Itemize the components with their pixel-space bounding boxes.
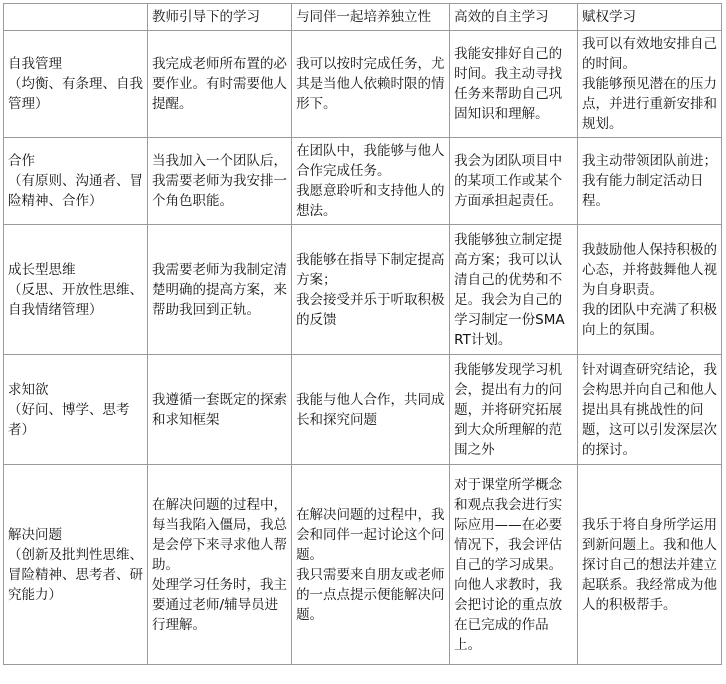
cell-text: 我能够在指导下制定提高方案； — [296, 251, 445, 288]
cell-text: 我只需要来自朋友或老师的一点点提示便能解决问题。 — [296, 566, 445, 623]
cell-text: 我能安排好自己的时间。我主动寻找任务来帮助自己巩固知识和理解。 — [454, 46, 563, 122]
cell-text: 我可以有效地安排自己的时间。 — [581, 36, 717, 72]
cell-text: 当我加入一个团队后，我需要老师为我安排一个角色职能。 — [152, 153, 288, 209]
cell-text: 我主动带领团队前进；我有能力制定活动日程。 — [581, 153, 717, 209]
cell-text: 我完成老师所布置的必要作业。有时需要他人提醒。 — [152, 56, 288, 112]
cell-text: 我乐于将自身所学运用到新问题上。我和他人探讨自己的想法并建立起联系。我经常成为他人的积极帮手。 — [581, 516, 717, 613]
table-cell — [292, 31, 450, 138]
cell-text: 在解决问题的过程中，每当我陷入僵局，我总是会停下来寻求他人帮助。 — [152, 496, 288, 573]
table-cell — [450, 138, 578, 225]
row-header-problem-solving — [4, 465, 148, 665]
cell-text: 对于课堂所学概念和观点我会进行实际应用——在必要情况下，我会评估自己的学习成果。向他人求教时，我会把讨论的重点放在已完成的作品上。 — [454, 476, 563, 653]
row-header-growth-mindset — [4, 225, 148, 355]
header-row — [4, 4, 722, 31]
table-cell — [148, 465, 292, 665]
row-header-collaboration — [4, 138, 148, 225]
cell-text: 我鼓励他人保持积极的心态，并将鼓舞他人视为自身职责。 — [581, 241, 717, 298]
row-title: 成长型思维 — [8, 261, 76, 278]
cell-text: 针对调查研究结论，我会构思并向自己和他人提出具有挑战性的问题，这可以引发深层次的探讨。 — [581, 361, 717, 458]
learning-rubric-table — [3, 3, 722, 665]
cell-text: 我愿意聆听和支持他人的想法。 — [296, 183, 445, 219]
table-cell — [450, 355, 578, 465]
row-header-curiosity — [4, 355, 148, 465]
row-header-self-management — [4, 31, 148, 138]
table-cell — [450, 225, 578, 355]
table-row — [4, 355, 722, 465]
table-cell — [148, 31, 292, 138]
table-cell — [292, 138, 450, 225]
table-row — [4, 225, 722, 355]
header-teacher-guided: 教师引导下的学习 — [148, 4, 292, 31]
cell-text: 我的团队中充满了积极向上的氛围。 — [581, 301, 717, 338]
header-peer-independence: 与同伴一起培养独立性 — [292, 4, 450, 31]
table-cell — [450, 31, 578, 138]
table-cell — [577, 138, 721, 225]
row-title: 合作 — [8, 153, 35, 169]
table-row — [4, 138, 722, 225]
cell-text: 我能够发现学习机会，提出有力的问题，并将研究拓展到大众所理解的范围之外 — [454, 361, 563, 458]
row-title: 自我管理 — [8, 56, 62, 72]
header-empowered: 赋权学习 — [577, 4, 721, 31]
table-cell — [450, 465, 578, 665]
cell-text: 我能够预见潜在的压力点，并进行重新安排和规划。 — [581, 76, 717, 132]
table-cell — [577, 31, 721, 138]
table-cell — [148, 225, 292, 355]
table-cell — [292, 225, 450, 355]
cell-text: 在团队中，我能够与他人合作完成任务。 — [296, 143, 445, 179]
document-page — [3, 3, 722, 665]
table-row — [4, 465, 722, 665]
table-cell — [148, 138, 292, 225]
row-subtitle: （均衡、有条理、自我管理） — [8, 76, 143, 112]
cell-text: 我能与他人合作，共同成长和探究问题 — [296, 391, 445, 428]
table-cell — [577, 355, 721, 465]
row-subtitle: （创新及批判性思维、冒险精神、思考者、研究能力） — [8, 546, 143, 603]
row-title: 解决问题 — [8, 526, 62, 543]
header-efficient-autonomous: 高效的自主学习 — [450, 4, 578, 31]
table-cell — [292, 465, 450, 665]
table-cell — [577, 465, 721, 665]
row-subtitle: （好问、博学、思考者） — [8, 401, 130, 438]
cell-text: 我能够独立制定提高方案；我可以认清自己的优势和不足。我会为自己的学习制定一份SMART计划。 — [454, 231, 565, 348]
cell-text: 我可以按时完成任务，尤其是当他人依赖时限的情形下。 — [296, 56, 445, 112]
cell-text: 在解决问题的过程中，我会和同伴一起讨论这个问题。 — [296, 506, 445, 563]
row-subtitle: （反思、开放性思维、自我情绪管理） — [8, 281, 143, 318]
row-subtitle: （有原则、沟通者、冒险精神、合作） — [8, 173, 143, 209]
cell-text: 我遵循一套既定的探索和求知框架 — [152, 391, 288, 428]
header-corner — [4, 4, 148, 31]
table-row — [4, 31, 722, 138]
cell-text: 我会为团队项目中的某项工作或某个方面承担起责任。 — [454, 153, 563, 209]
table-cell — [148, 355, 292, 465]
cell-text: 我会接受并乐于听取积极的反馈 — [296, 291, 445, 328]
table-cell — [292, 355, 450, 465]
cell-text: 处理学习任务时，我主要通过老师/辅导员进行理解。 — [152, 576, 288, 633]
row-title: 求知欲 — [8, 381, 49, 398]
table-cell — [577, 225, 721, 355]
cell-text: 我需要老师为我制定清楚明确的提高方案，来帮助我回到正轨。 — [152, 261, 288, 318]
